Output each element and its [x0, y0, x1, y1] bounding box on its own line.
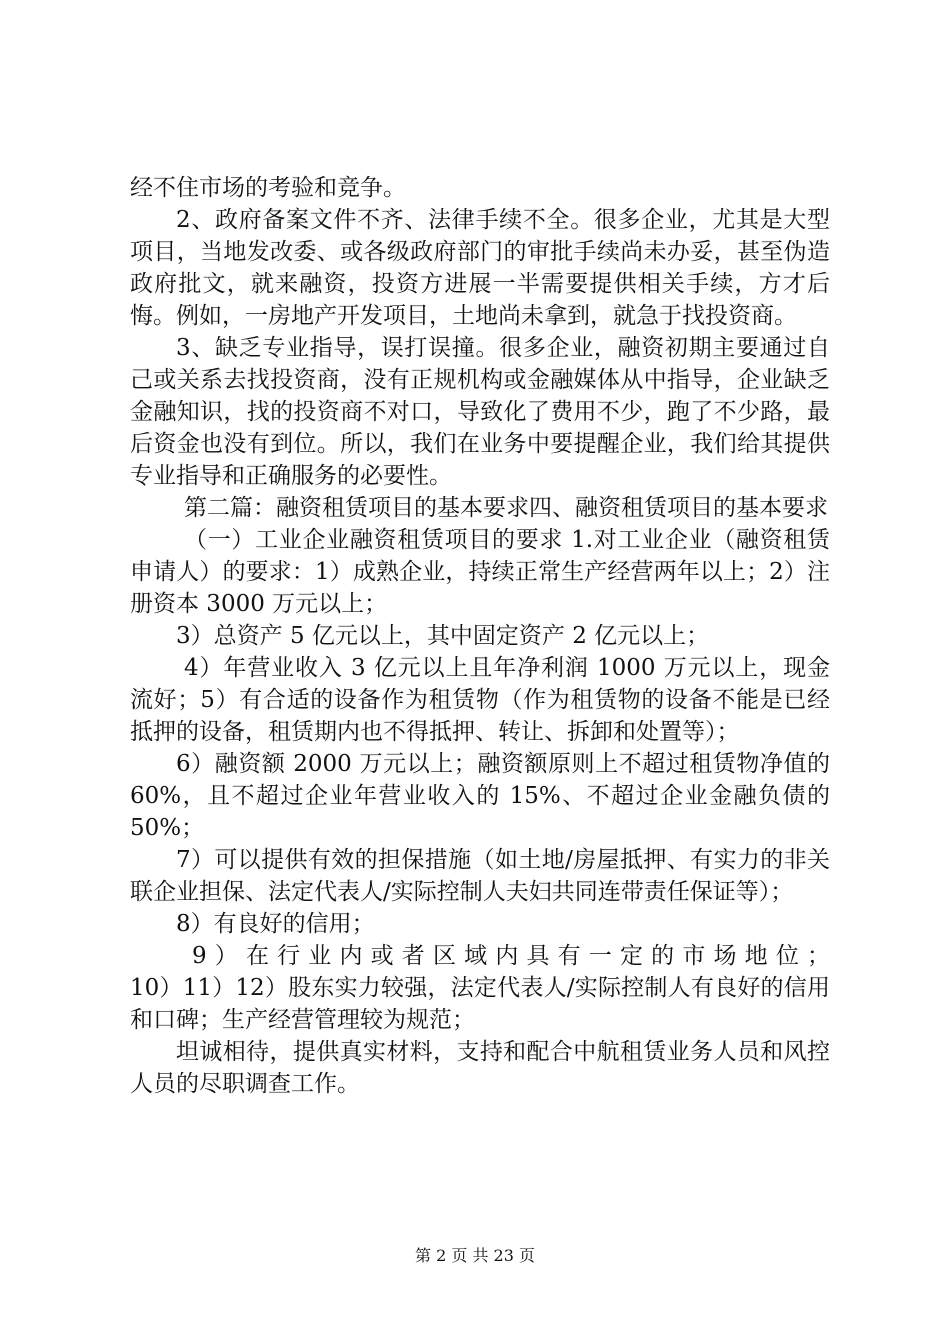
- paragraph-requirement-4-5: 4）年营业收入 3 亿元以上且年净利润 1000 万元以上，现金流好；5）有合适的设备作为租赁物（作为租赁物的设备不能是已经抵押的设备，租赁期内也不得抵押、转让、拆卸和处置等）；: [130, 655, 830, 745]
- paragraph-requirement-8: 8）有良好的信用；: [176, 911, 375, 937]
- page-number-footer: 第 2 页 共 23 页: [415, 1246, 535, 1265]
- paragraph-item-2: 2、政府备案文件不齐、法律手续不全。很多企业，尤其是大型项目，当地发改委、或各级政府部门的审批手续尚未办妥，甚至伪造政府批文，就来融资，投资方进展一半需要提供相关手续，方才后悔。例如，一房地产开发项目，土地尚未拿到，就急于找投资商。: [130, 207, 830, 329]
- paragraph-requirements-intro: （一）工业企业融资租赁项目的要求 1.对工业企业（融资租赁申请人）的要求：1）成熟企业，持续正常生产经营两年以上；2）注册资本 3000 万元以上；: [130, 527, 830, 617]
- paragraph-continuation: 经不住市场的考验和竞争。: [130, 175, 406, 201]
- document-body: [130, 172, 830, 1100]
- paragraph-requirement-3: 3）总资产 5 亿元以上，其中固定资产 2 亿元以上；: [176, 623, 710, 649]
- paragraph-item-3: 3、缺乏专业指导，误打误撞。很多企业，融资初期主要通过自己或关系去找投资商，没有正规机构或金融媒体从中指导，企业缺乏金融知识，找的投资商不对口，导致化了费用不少，跑了不少路，最后资金也没有到位。所以，我们在业务中要提醒企业，我们给其提供专业指导和正确服务的必要性。: [130, 335, 830, 489]
- paragraph-closing: 坦诚相待，提供真实材料，支持和配合中航租赁业务人员和风控人员的尽职调查工作。: [130, 1039, 830, 1097]
- paragraph-requirement-10-12: 10）11）12）股东实力较强，法定代表人/实际控制人有良好的信用和口碑；生产经营管理较为规范；: [130, 975, 830, 1033]
- paragraph-requirement-6: 6）融资额 2000 万元以上；融资额原则上不超过租赁物净值的 60%，且不超过企业年营业收入的 15%、不超过企业金融负债的 50%；: [130, 751, 830, 841]
- section-heading: 第二篇：融资租赁项目的基本要求四、融资租赁项目的基本要求: [184, 495, 828, 521]
- paragraph-requirement-9: 9）在行业内或者区域内具有一定的市场地位；: [192, 943, 830, 969]
- paragraph-requirement-7: 7）可以提供有效的担保措施（如土地/房屋抵押、有实力的非关联企业担保、法定代表人/实际控制人夫妇共同连带责任保证等）；: [130, 847, 830, 905]
